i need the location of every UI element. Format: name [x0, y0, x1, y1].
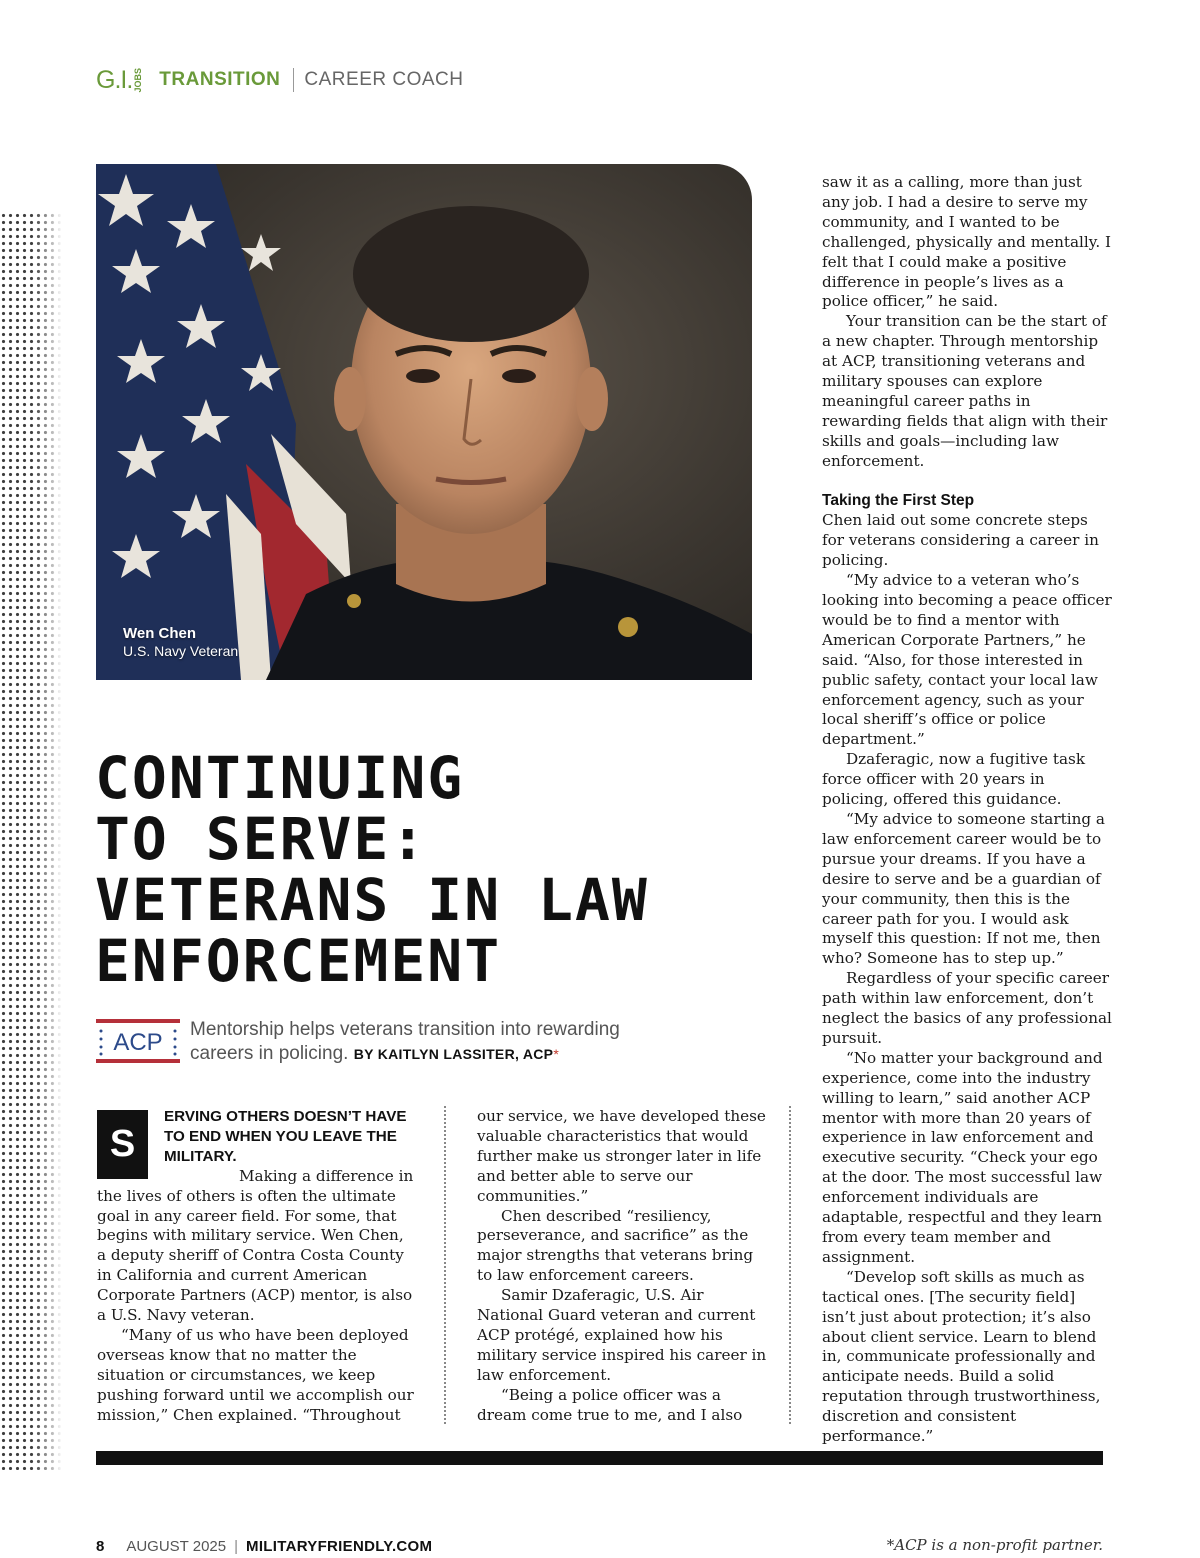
caption-name: Wen Chen	[123, 625, 197, 642]
paragraph: Samir Dzaferagic, U.S. Air National Guard veteran and current ACP protégé, explained how his military service inspired his career in law enforcement.	[477, 1286, 767, 1384]
bottom-rule	[96, 1451, 1103, 1465]
photo-caption	[123, 625, 238, 660]
subsection-label: CAREER COACH	[304, 69, 464, 90]
article-deck	[190, 1018, 660, 1066]
logo-gi-text: G.I.	[96, 65, 133, 94]
portrait-illustration	[96, 164, 752, 680]
paragraph: “My advice to a veteran who’s looking into becoming a peace officer would be to find a mentor with American Corporate Partners,” he said. “Also, for those interested in public safety, contact your local law enforcement agency, such as your local sheriff’s office or police department.”	[822, 571, 1112, 749]
byline: BY KAITLYN LASSITER, ACP	[353, 1046, 554, 1062]
footer-separator: |	[234, 1538, 239, 1555]
body-column-2	[477, 1107, 767, 1426]
acp-logo	[96, 1019, 180, 1063]
header-divider	[293, 68, 294, 92]
paragraph: Chen laid out some concrete steps for veterans considering a career in policing.	[822, 511, 1099, 570]
caption-role: U.S. Navy Veteran	[123, 643, 239, 659]
byline-asterisk: *	[553, 1046, 559, 1062]
body-column-1	[97, 1107, 417, 1426]
paragraph: our service, we have developed these valuable characteristics that would further make us stronger later in life and better able to serve our communities.”	[477, 1107, 766, 1205]
column-divider	[444, 1106, 446, 1424]
headline-line: TO SERVE:	[95, 805, 428, 873]
lead-in: ERVING OTHERS DOESN’T HAVE TO END WHEN YOU LEAVE THE MILITARY.	[164, 1108, 407, 1165]
drop-cap: S	[97, 1110, 148, 1179]
headline-line: VETERANS IN LAW	[95, 866, 649, 934]
headline-line: CONTINUING	[95, 744, 465, 812]
paragraph: Making a difference in the lives of others is often the ultimate goal in any career field. For some, that begins with military service. Wen Chen, a deputy sheriff of Contra Costa County in California and current American Corporate Partners (ACP) mentor, is also a U.S. Navy veteran.	[97, 1166, 414, 1325]
paragraph: Your transition can be the start of a new chapter. Through mentorship at ACP, transitioning veterans and military spouses can explore meaningful career paths in rewarding fields that align with their skills and goals—including law enforcement.	[822, 312, 1108, 470]
page-number: 8	[96, 1538, 105, 1555]
body-column-3	[822, 173, 1112, 1447]
site-url[interactable]: MILITARYFRIENDLY.COM	[246, 1538, 433, 1555]
column-divider	[789, 1106, 791, 1424]
section-label: TRANSITION	[159, 69, 281, 90]
paragraph: “My advice to someone starting a law enforcement career would be to pursue your dreams. If you have a desire to serve and be a guardian of your community, then this is the career path for you. I would ask myself this question: If not me, then who? Someone has to step up.”	[822, 809, 1105, 968]
paragraph: Regardless of your specific career path within law enforcement, don’t neglect the basics of any professional pursuit.	[822, 969, 1112, 1047]
paragraph: Dzaferagic, now a fugitive task force officer with 20 years in policing, offered this guidance.	[822, 750, 1086, 809]
paragraph: “No matter your background and experience, come into the industry willing to learn,” said another ACP mentor with more than 20 years of experience in law enforcement and executive security. “Check your ego at the door. The most successful law enforcement individuals are adaptable, respectful and they learn from every team member and assignment.	[822, 1048, 1103, 1266]
gi-jobs-logo	[96, 66, 143, 95]
logo-jobs-text: JOBS	[133, 67, 144, 93]
paragraph: “Develop soft skills as much as tactical ones. [The security field] isn’t just about protection; it’s also about client service. Learn to blend in, communicate professionally and anticipate needs. Build a solid reputation through trustworthiness, discretion and consistent performance.”	[822, 1267, 1101, 1446]
paragraph: “Many of us who have been deployed overseas know that no matter the situation or circumstances, we keep pushing forward until we accomplish our mission,” Chen explained. “Throughout	[97, 1325, 414, 1424]
footnote: *ACP is a non-profit partner.	[886, 1536, 1103, 1554]
paragraph: Chen described “resiliency, perseverance, and sacrifice” as the major strengths that veterans bring to law enforcement careers.	[477, 1206, 754, 1285]
portrait-photo	[96, 164, 752, 680]
deck-text: Mentorship helps veterans transition into rewarding careers in policing.	[190, 1019, 620, 1064]
acp-logo-text: ACP	[113, 1029, 163, 1056]
page-footer	[96, 1538, 432, 1555]
issue-date: AUGUST 2025	[126, 1538, 227, 1555]
paragraph: “Being a police officer was a dream come true to me, and I also	[477, 1385, 743, 1424]
headline-line: ENFORCEMENT	[95, 927, 502, 995]
section-subhead: Taking the First Step	[822, 492, 975, 510]
page-header	[96, 64, 463, 96]
halftone-pattern	[0, 212, 62, 1470]
article-headline	[95, 744, 745, 995]
paragraph: saw it as a calling, more than just any job. I had a desire to serve my community, and I wanted to be challenged, physically and mentally. I felt that I could make a positive difference in people’s lives as a police officer,” he said.	[822, 173, 1111, 311]
